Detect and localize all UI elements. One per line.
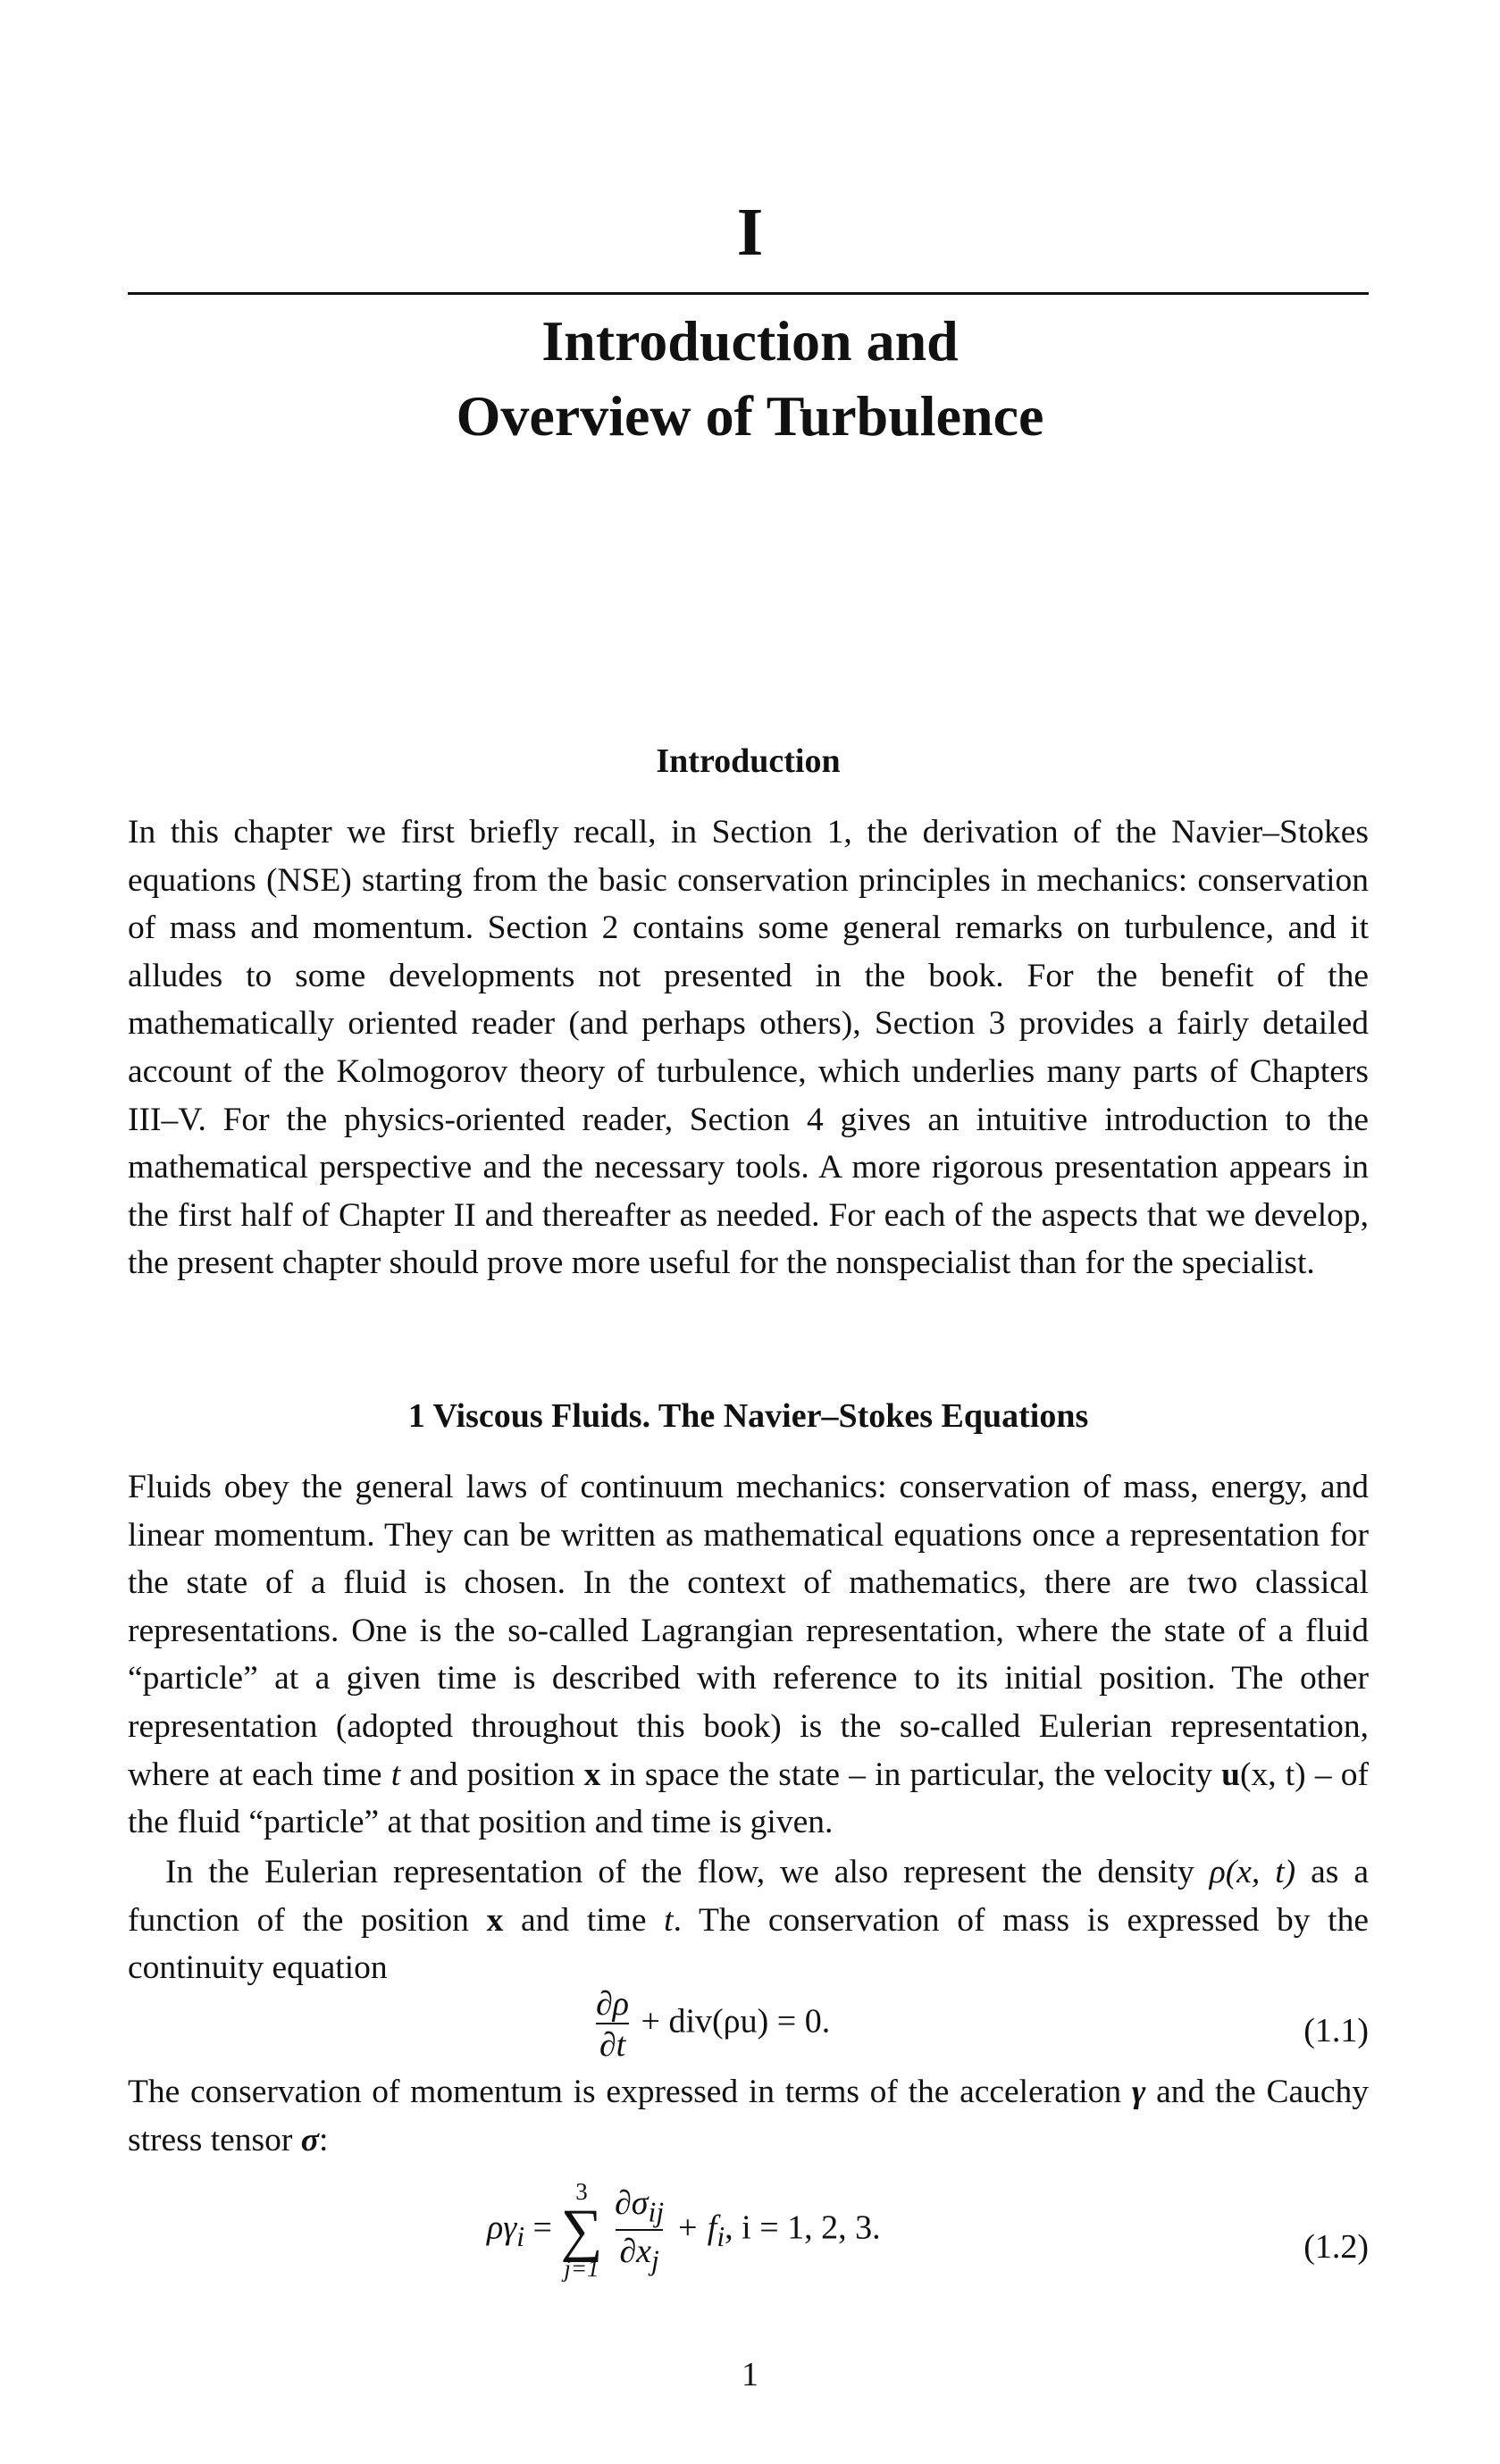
chapter-title (0, 304, 1500, 454)
eq-1-2-number: (1.2) (1303, 2228, 1369, 2266)
chapter-title-line2: Overview of Turbulence (456, 384, 1044, 448)
chapter-rule (128, 292, 1369, 295)
eq-1-1-fraction: $\frac{\partial\rho}{\partial t}$ (596, 1985, 630, 2064)
chapter-title-line1: Introduction and (541, 309, 959, 373)
section-1-paragraph-1: Fluids obey the general laws of continuum mechanics: conservation of mass, energy, and linear momentum. They can be written as mathematical equations once a representation for the state of a fluid is chosen. In the context of mathematics, there are two classical representations. One is the so-called Lagrangian representation, where the state of a fluid “particle” at a given time is described with reference to its initial position. The other representation (adopted throughout this book) is the so-called Eulerian representation, where at each time t and position x in space the state – in particular, the velocity u(x, t) – of the fluid “particle” at that position and time is given. (128, 1469, 1369, 1841)
intro-paragraph: In this chapter we first briefly recall, in Section 1, the derivation of the Navier–Stokes equations (NSE) starting from the basic conservation principles in mechanics: conservation of mass and momentum. Section 2 contains some general remarks on turbulence, and it alludes to some developments not presented in the book. For the benefit of the mathematically oriented reader (and perhaps others), Section 3 provides a fairly detailed account of the Kolmogorov theory of turbulence, which underlies many parts of Chapters III–V. For the physics-oriented reader, Section 4 gives an intuitive introduction to the mathematical perspective and the necessary tools. A more rigorous presentation appears in the first half of Chapter II and thereafter as needed. For each of the aspects that we develop, the present chapter should prove more useful for the nonspecialist than for the specialist. (128, 814, 1369, 1282)
eq-1-1-number: (1.1) (1303, 2012, 1369, 2049)
section-1-paragraph-3: The conservation of momentum is expressed in terms of the acceleration γ and the Cauchy stress tensor σ: (128, 2074, 1369, 2158)
book-page: I Introduction and Overview of Turbulence Introduction In this chapter we first briefly recall, in Section 1, the derivation of the Navier–Stokes equations (NSE) starting from the basic conservation principles in mechanics: conservation of mass and momentum. Section 2 contains some general remarks on turbulence, and it alludes to some developments not presented in the book. For the benefit of the mathematically oriented reader (and perhaps others), Section 3 provides a fairly detailed account of the Kolmogorov theory of turbulence, which underlies many parts of Chapters III–V. For the physics-oriented reader, Section 4 gives an intuitive introduction to the mathematical perspective and the necessary tools. A more rigorous presentation appears in the first half of Chapter II and thereafter as needed. For each of the aspects that we develop, the present chapter should prove more useful for the nonspecialist than for the specialist. 1 Viscous Fluids. The Navier–Stokes Equations Fluids obey the general laws of continuum mechanics: conservation of mass, energy, and linear momentum. They can be written as mathematical equations once a representation for the state of a fluid is chosen. In the context of mathematics, there are two classical representations. One is the so-called Lagrangian representation, where the state of a fluid “particle” at a given time is described with reference to its initial position. The other representation (adopted throughout this book) is the so-called Eulerian representation, where at each time t and position x in space the state – in particular, the velocity u(x, t) – of the fluid “particle” at that position and time is given. In the Eulerian representation of the flow, we also represent the density ρ(x, t) as a function of the position x and time t. The conservation of mass is expressed by the continuity equation $\frac{\partial\rho}{\partial t}$ + div(ρu) = 0. (1.1) The conservation of momentum is expressed in terms of the acceleration γ and the Cauchy stress tensor σ: $\rho\gamma_i$ = 3 ∑ j=1 $\frac{\partial\sigma_{ij}}{\partial x_j}$ + $f_i$, i = 1, 2, 3. (1.2) 1 (0, 0, 1500, 2464)
chapter-number: I (736, 195, 764, 270)
intro-heading: Introduction (656, 742, 841, 780)
eq-1-2-sum: 3 ∑ j=1 (560, 2178, 603, 2283)
eq-1-2-fraction: $\frac{\partial\sigma_{ij}}{\partial x_j}$ (615, 2184, 665, 2276)
section-1-paragraph-2: In the Eulerian representation of the flow, we also represent the density ρ(x, t) as a function of the position x and time t. The conservation of mass is expressed by the continuity equation (128, 1854, 1369, 1987)
page-number: 1 (742, 2356, 758, 2393)
section-1-heading: 1 Viscous Fluids. The Navier–Stokes Equations (407, 1397, 1089, 1435)
eq-1-1-rest: + div(ρu) = 0. (633, 2002, 831, 2041)
